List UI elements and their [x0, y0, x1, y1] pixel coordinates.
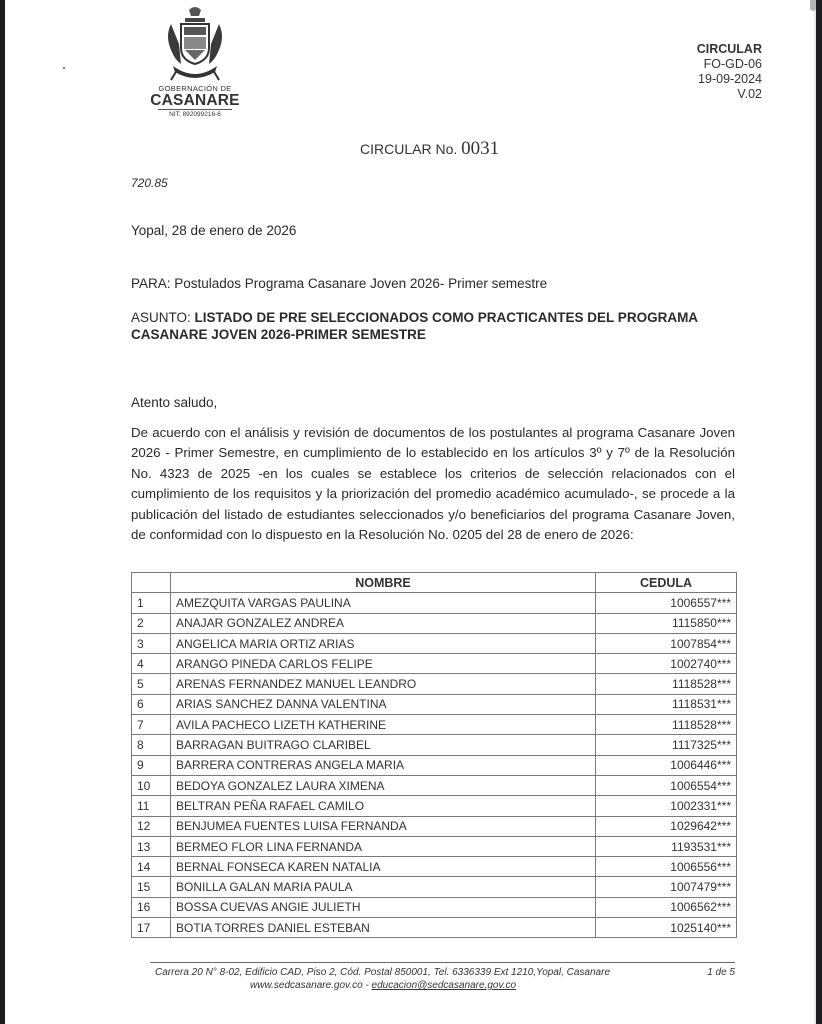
- row-cedula: 1006554***: [596, 775, 737, 795]
- row-nombre: ANAJAR GONZALEZ ANDREA: [171, 613, 596, 633]
- casanare-coat-of-arms-icon: [163, 4, 227, 84]
- row-number: 2: [132, 613, 171, 633]
- row-cedula: 1006562***: [596, 897, 737, 917]
- footer-divider: [150, 962, 735, 963]
- table-row: [132, 877, 737, 897]
- row-nombre: BONILLA GALAN MARIA PAULA: [171, 877, 596, 897]
- row-cedula: 1002331***: [596, 796, 737, 816]
- table-row: [132, 633, 737, 653]
- row-cedula: 1002740***: [596, 654, 737, 674]
- row-cedula: 1007479***: [596, 877, 737, 897]
- row-nombre: BENJUMEA FUENTES LUISA FERNANDA: [171, 816, 596, 836]
- row-cedula: 1115850***: [596, 613, 737, 633]
- row-number: 7: [132, 715, 171, 735]
- table-row: [132, 918, 737, 938]
- row-cedula: 1117325***: [596, 735, 737, 755]
- logo-line2: CASANARE: [150, 92, 240, 109]
- table-row: [132, 816, 737, 836]
- table-row: [132, 674, 737, 694]
- row-nombre: BOSSA CUEVAS ANGIE JULIETH: [171, 897, 596, 917]
- row-number: 15: [132, 877, 171, 897]
- salutation: Atento saludo,: [131, 395, 218, 410]
- footer-address: Carrera 20 N° 8-02, Edificio CAD, Piso 2, Cód. Postal 850001, Tel. 6336339 Ext 1210,Yopal, Casanare: [155, 967, 611, 978]
- row-number: 8: [132, 735, 171, 755]
- row-cedula: 1006557***: [596, 593, 737, 613]
- row-nombre: BELTRAN PEÑA RAFAEL CAMILO: [171, 796, 596, 816]
- table-row: [132, 775, 737, 795]
- header-nombre: NOMBRE: [171, 573, 596, 593]
- table-row: [132, 593, 737, 613]
- row-number: 1: [132, 593, 171, 613]
- circular-title: [360, 138, 499, 160]
- table-row: [132, 654, 737, 674]
- row-cedula: 1007854***: [596, 633, 737, 653]
- row-number: 9: [132, 755, 171, 775]
- table-header-row: [132, 573, 737, 593]
- row-nombre: BARRAGAN BUITRAGO CLARIBEL: [171, 735, 596, 755]
- row-cedula: 1029642***: [596, 816, 737, 836]
- document-code-block: [697, 42, 762, 102]
- row-cedula: 1193531***: [596, 836, 737, 856]
- subject-text: LISTADO DE PRE SELECCIONADOS COMO PRACTICANTES DEL PROGRAMA CASANARE JOVEN 2026-PRIMER SEMESTRE: [131, 310, 698, 342]
- row-cedula: 1118528***: [596, 674, 737, 694]
- logo-line1: GOBERNACIÓN DE: [158, 84, 232, 93]
- page-number: 1 de 5: [707, 967, 735, 978]
- row-cedula: 1118531***: [596, 694, 737, 714]
- doc-version: V.02: [737, 87, 762, 101]
- city-date: Yopal, 28 de enero de 2026: [131, 223, 297, 238]
- doc-form-code: FO-GD-06: [703, 57, 762, 71]
- row-number: 16: [132, 897, 171, 917]
- body-paragraph: De acuerdo con el análisis y revisión de documentos de los postulantes al programa Casanare Joven 2026 - Primer Semestre, en cumplimiento de lo establecido en los artículos 3º y 7º de la Resolución No. 4323 de 2025 -en los cuales se establece los criterios de selección relacionados con el cumplimiento de los requisitos y la priorización del promedio académico acumulado-, se procede a la publicación del listado de estudiantes seleccionados y/o beneficiarios del programa Casanare Joven, de conformidad con lo dispuesto en la Resolución No. 0205 del 28 de enero de 2026:: [131, 425, 735, 543]
- scan-speck: [63, 67, 65, 69]
- row-nombre: BEDOYA GONZALEZ LAURA XIMENA: [171, 775, 596, 795]
- row-cedula: 1118528***: [596, 715, 737, 735]
- row-number: 11: [132, 796, 171, 816]
- row-nombre: ARENAS FERNANDEZ MANUEL LEANDRO: [171, 674, 596, 694]
- row-nombre: ARANGO PINEDA CARLOS FELIPE: [171, 654, 596, 674]
- footer-website[interactable]: www.sedcasanare.gov.co -: [250, 980, 369, 991]
- row-nombre: ARIAS SANCHEZ DANNA VALENTINA: [171, 694, 596, 714]
- subject-label: ASUNTO:: [131, 310, 191, 325]
- table-row: [132, 897, 737, 917]
- row-number: 5: [132, 674, 171, 694]
- table-row: [132, 796, 737, 816]
- table-row: [132, 694, 737, 714]
- reference-code: 720.85: [131, 176, 168, 190]
- circular-title-prefix: CIRCULAR No.: [360, 141, 458, 157]
- recipients: PARA: Postulados Programa Casanare Joven 2026- Primer semestre: [131, 276, 548, 291]
- viewer-left-edge: [0, 0, 5, 1024]
- row-number: 13: [132, 836, 171, 856]
- row-number: 10: [132, 775, 171, 795]
- table-row: [132, 755, 737, 775]
- viewer-right-edge: [816, 0, 822, 1024]
- table-row: [132, 715, 737, 735]
- header-number: [132, 573, 171, 593]
- logo-nit: NIT: 892099216-6: [158, 109, 232, 119]
- doc-type: CIRCULAR: [696, 42, 762, 56]
- row-number: 12: [132, 816, 171, 836]
- footer-email-link[interactable]: educacion@sedcasanare.gov.co: [371, 980, 517, 991]
- row-cedula: 1025140***: [596, 918, 737, 938]
- table-row: [132, 836, 737, 856]
- row-nombre: BERMEO FLOR LINA FERNANDA: [171, 836, 596, 856]
- row-number: 4: [132, 654, 171, 674]
- doc-form-date: 19-09-2024: [698, 72, 762, 86]
- row-number: 6: [132, 694, 171, 714]
- row-number: 3: [132, 633, 171, 653]
- row-cedula: 1006446***: [596, 755, 737, 775]
- preselected-list-table: [131, 572, 737, 938]
- subject: [131, 309, 731, 343]
- row-nombre: AMEZQUITA VARGAS PAULINA: [171, 593, 596, 613]
- row-number: 17: [132, 918, 171, 938]
- table-row: [132, 857, 737, 877]
- footer-contact: [250, 980, 516, 991]
- row-number: 14: [132, 857, 171, 877]
- circular-number: 0031: [461, 138, 500, 159]
- row-nombre: BOTIA TORRES DANIEL ESTEBAN: [171, 918, 596, 938]
- row-nombre: BERNAL FONSECA KAREN NATALIA: [171, 857, 596, 877]
- row-nombre: ANGELICA MARIA ORTIZ ARIAS: [171, 633, 596, 653]
- gobernacion-logo: [150, 4, 240, 122]
- table-row: [132, 735, 737, 755]
- header-cedula: CEDULA: [596, 573, 737, 593]
- row-cedula: 1006556***: [596, 857, 737, 877]
- row-nombre: AVILA PACHECO LIZETH KATHERINE: [171, 715, 596, 735]
- row-nombre: BARRERA CONTRERAS ANGELA MARIA: [171, 755, 596, 775]
- table-row: [132, 613, 737, 633]
